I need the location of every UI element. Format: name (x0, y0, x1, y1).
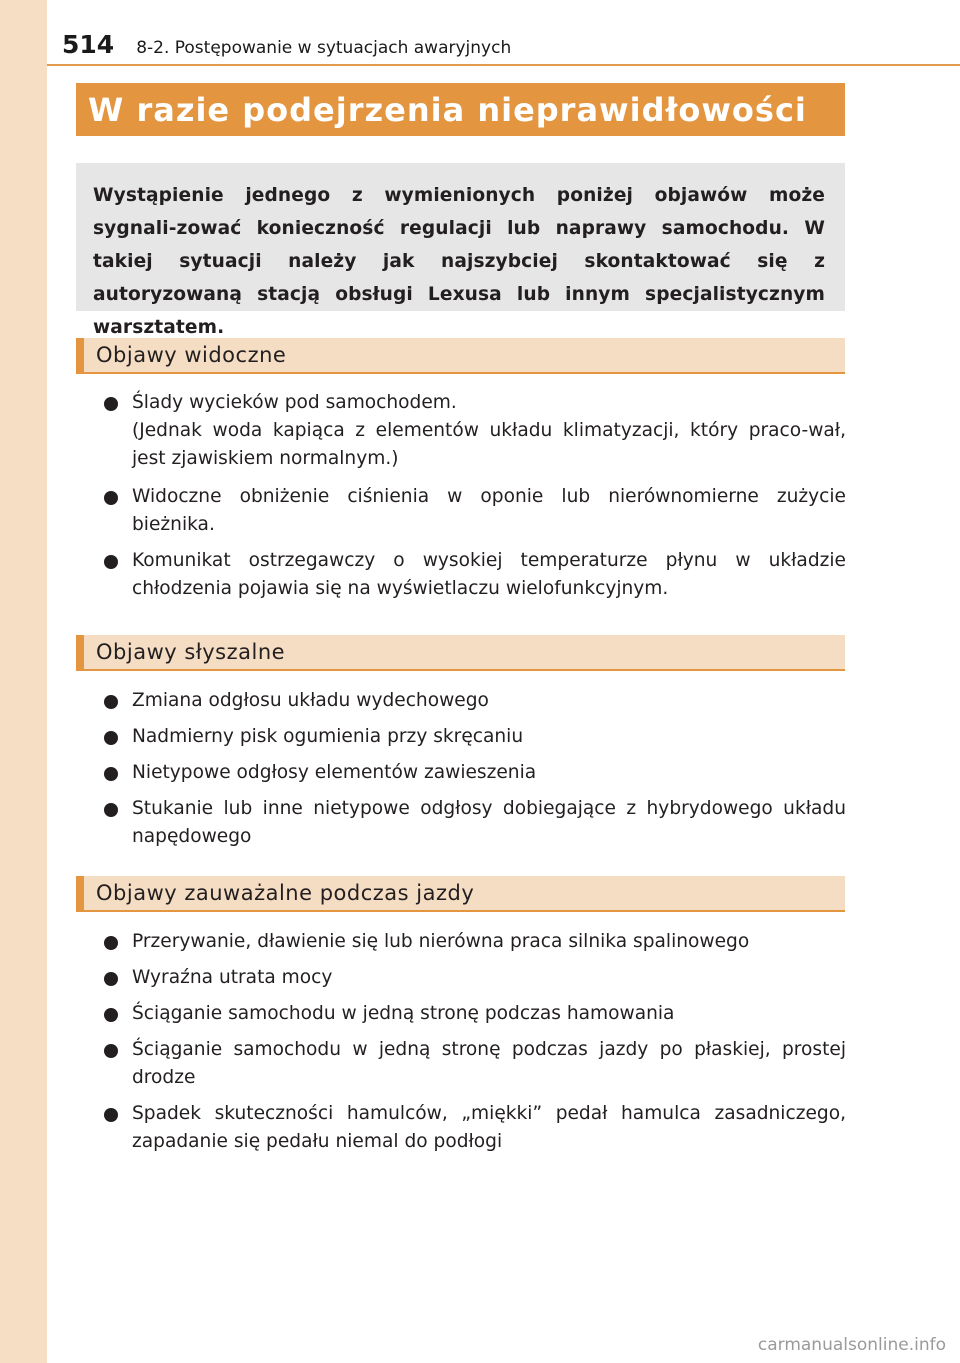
bullet-icon (104, 972, 118, 986)
list-item (104, 547, 846, 603)
watermark: carmanualsonline.info (757, 1335, 946, 1355)
list-item (104, 759, 846, 787)
page-header (62, 30, 511, 62)
list-item-text: Nadmierny pisk ogumienia przy skręcaniu (132, 726, 524, 747)
bullet-icon (104, 731, 118, 745)
list-item-note: (Jednak woda kapiąca z elementów układu klimatyzacji, który praco-wał, jest zjawiskiem normalnym.) (132, 420, 846, 469)
list-item-text: Wyraźna utrata mocy (132, 967, 333, 988)
list-item-text: Ślady wycieków pod samochodem. (132, 392, 457, 413)
intro-box (76, 163, 845, 338)
list-item (104, 1036, 846, 1092)
left-margin-band (0, 0, 47, 1363)
bullet-icon (104, 1044, 118, 1058)
bullet-icon (104, 695, 118, 709)
bullet-icon (104, 1108, 118, 1122)
intro-text: Wystąpienie jednego z wymienionych poniżej objawów może sygnali-zować konieczność regulacji lub naprawy samochodu. W takiej sytuacji należy jak najszybciej skontaktować się z autoryzowaną stacją obsługi Lexusa lub innym specjalistycznym warsztatem. (93, 185, 825, 338)
list-item-text: Ściąganie samochodu w jedną stronę podczas hamowania (132, 1003, 675, 1024)
bullet-icon (104, 491, 118, 505)
bullet-icon (104, 803, 118, 817)
list-item (104, 483, 846, 539)
audible-symptoms-list (104, 687, 846, 851)
list-item-text: Ściąganie samochodu w jedną stronę podczas jazdy po płaskiej, prostej drodze (132, 1039, 846, 1088)
list-item (104, 1000, 846, 1028)
list-item-text: Spadek skuteczności hamulców, „miękki” pedał hamulca zasadniczego, zapadanie się pedału niemal do podłogi (132, 1103, 846, 1152)
driving-symptoms-list (104, 928, 846, 1156)
list-item (104, 928, 846, 956)
page-title-bar (76, 83, 845, 136)
header-rule (47, 64, 960, 66)
bullet-icon (104, 936, 118, 950)
list-item (104, 795, 846, 851)
bullet-icon (104, 1008, 118, 1022)
bullet-icon (104, 555, 118, 569)
list-item (104, 389, 846, 473)
list-item-text: Komunikat ostrzegawczy o wysokiej temperaturze płynu w układzie chłodzenia pojawia się na wyświetlaczu wielofunkcyjnym. (132, 550, 846, 599)
section-heading-label: Objawy słyszalne (96, 640, 286, 664)
page-number: 514 (62, 30, 115, 59)
bullet-icon (104, 397, 118, 411)
bullet-icon (104, 767, 118, 781)
visible-symptoms-list (104, 389, 846, 603)
section-heading-audible-symptoms (76, 635, 845, 671)
list-item-text: Przerywanie, dławienie się lub nierówna praca silnika spalinowego (132, 931, 750, 952)
list-item-text: Nietypowe odgłosy elementów zawieszenia (132, 762, 537, 783)
list-item-text: Widoczne obniżenie ciśnienia w oponie lub nierównomierne zużycie bieżnika. (132, 486, 846, 535)
list-item (104, 964, 846, 992)
section-heading-label: Objawy zauważalne podczas jazdy (96, 881, 475, 905)
chapter-title: 8-2. Postępowanie w sytuacjach awaryjnych (136, 38, 512, 58)
section-heading-label: Objawy widoczne (96, 343, 287, 367)
list-item (104, 1100, 846, 1156)
list-item (104, 723, 846, 751)
list-item (104, 687, 846, 715)
list-item-text: Zmiana odgłosu układu wydechowego (132, 690, 489, 711)
section-heading-driving-symptoms (76, 876, 845, 912)
page-title: W razie podejrzenia nieprawidłowości (88, 90, 807, 129)
list-item-text: Stukanie lub inne nietypowe odgłosy dobiegające z hybrydowego układu napędowego (132, 798, 846, 847)
section-heading-visible-symptoms (76, 338, 845, 374)
